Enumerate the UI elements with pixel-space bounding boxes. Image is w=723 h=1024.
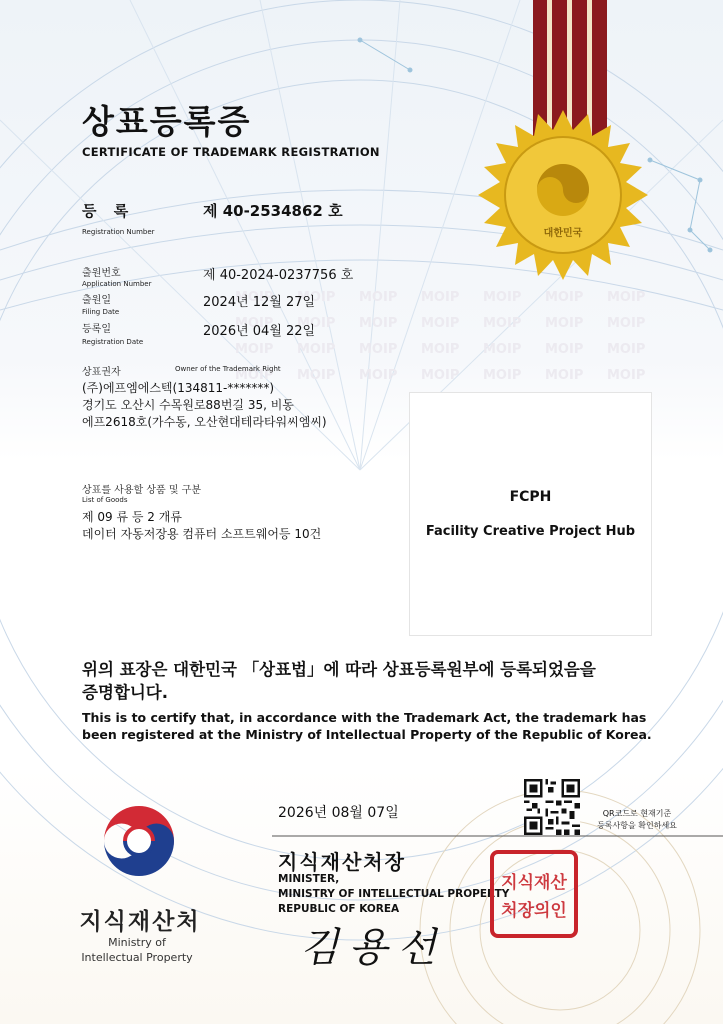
registration-date-value: 2026년 04월 22일 bbox=[203, 324, 316, 339]
registration-number-value: 제 40-2534862 호 bbox=[203, 202, 343, 220]
certificate-title: 상표등록증 bbox=[82, 102, 252, 141]
svg-text:대한민국: 대한민국 bbox=[543, 228, 583, 239]
svg-text:처장의인: 처장의인 bbox=[501, 901, 567, 921]
owner-line: 에프2618호(가수동, 오산현대테라타워씨엠씨) bbox=[82, 415, 327, 429]
agency-name-korean: 지식재산처 bbox=[79, 909, 201, 935]
owner-line: 경기도 오산시 수목원로88번길 35, 비동 bbox=[82, 398, 294, 412]
qr-caption bbox=[582, 808, 692, 832]
minister-signature: 김용선 bbox=[300, 925, 446, 971]
minister-title: 지식재산처장 bbox=[278, 850, 406, 874]
minister-title-english bbox=[278, 872, 509, 917]
trademark-name: FCPH bbox=[509, 489, 552, 505]
filing-date-label: 출원일 bbox=[82, 295, 111, 306]
taegeuk-logo-icon bbox=[98, 800, 180, 882]
qr-code-icon[interactable] bbox=[524, 779, 580, 835]
goods-line: 데이터 자동저장용 컴퓨터 소프트웨어등 10건 bbox=[82, 527, 322, 541]
application-number-label: 출원번호 bbox=[82, 268, 121, 279]
registration-date-label: 등록일 bbox=[82, 324, 111, 335]
minister-title-line: MINISTRY OF INTELLECTUAL PROPERTY bbox=[278, 888, 510, 900]
certification-line: 증명합니다. bbox=[82, 683, 168, 702]
owner-label: 상표권자 bbox=[82, 367, 121, 378]
certification-line: This is to certify that, in accordance with the Trademark Act, the trademark has bbox=[82, 710, 647, 725]
agency-name-line: Intellectual Property bbox=[81, 951, 193, 964]
agency-name-english bbox=[62, 935, 212, 965]
certification-line: 위의 표장은 대한민국 「상표법」에 따라 상표등록원부에 등록되었음을 bbox=[82, 660, 596, 679]
goods-label-english: List of Goods bbox=[82, 496, 128, 504]
application-number-value: 제 40-2024-0237756 호 bbox=[203, 268, 354, 283]
issue-date: 2026년 08월 07일 bbox=[278, 805, 399, 821]
filing-date-label-english: Filing Date bbox=[82, 308, 120, 316]
minister-title-line: REPUBLIC OF KOREA bbox=[278, 903, 400, 915]
registration-number-label: 등 록 bbox=[82, 202, 135, 220]
qr-caption-line: QR코드로 현재기준 bbox=[602, 809, 672, 818]
registration-date-label-english: Registration Date bbox=[82, 338, 144, 346]
application-number-label-english: Application Number bbox=[82, 280, 152, 288]
owner-line: (주)에프엠에스텍(134811-*******) bbox=[82, 381, 275, 395]
registration-number-label-english: Registration Number bbox=[82, 228, 155, 236]
minister-title-line: MINISTER, bbox=[278, 873, 340, 885]
certificate-title-english: CERTIFICATE OF TRADEMARK REGISTRATION bbox=[82, 145, 380, 159]
svg-text:지식재산: 지식재산 bbox=[501, 873, 567, 893]
certification-line: been registered at the Ministry of Intellectual Property of the Republic of Korea. bbox=[82, 727, 652, 742]
qr-caption-line: 등록사항을 확인하세요 bbox=[597, 821, 677, 830]
goods-label: 상표를 사용할 상품 및 구분 bbox=[82, 485, 201, 496]
agency-name-line: Ministry of bbox=[108, 936, 166, 949]
filing-date-value: 2024년 12월 27일 bbox=[203, 295, 316, 310]
owner-label-english: Owner of the Trademark Right bbox=[175, 365, 281, 373]
official-seal-stamp bbox=[490, 850, 578, 938]
goods-line: 제 09 류 등 2 개류 bbox=[82, 510, 182, 524]
trademark-subtitle: Facility Creative Project Hub bbox=[425, 524, 636, 539]
